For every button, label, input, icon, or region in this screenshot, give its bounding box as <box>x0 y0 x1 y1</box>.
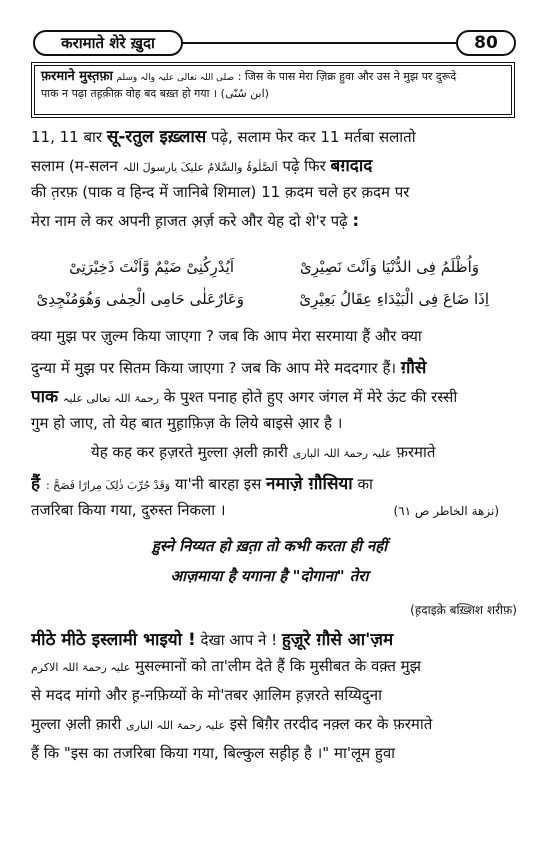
emphasis-text: बग़दाद <box>330 156 373 176</box>
emphasis-text: सू-रतुल इख़्लास <box>106 127 207 147</box>
poem-line-1-right: اَیُدْرِکُنِیْ ضَیْمٌ وَّاَنْتَ ذَخِیْرَتِیْ <box>69 258 234 276</box>
text-line-13 <box>31 656 519 676</box>
poem-line-1-left: وَاُظْلَمُ فِی الدُّنْیَا وَاَنْتَ نَصِیْرِیْ <box>300 258 479 276</box>
text-segment: इसे बिग़ैर तरदीद नक़्ल कर के फ़रमाते <box>224 715 433 733</box>
text-line-15 <box>31 714 519 734</box>
text-line-2 <box>31 153 519 176</box>
text-segment: मुसल्मानों को ता'लीम देते हैं कि मुसीबत के वक़्त मुझ <box>130 657 421 675</box>
text-line-9 <box>91 442 519 462</box>
arabic-phrase: علیہ رحمۃ اللہ الباری <box>126 719 225 732</box>
text-line-8: गुम हो जाए, तो येह बात मुह़ाफ़िज़ के लिये बाइसे आ़र है । <box>31 414 343 432</box>
text-line-14: से मदद मांगो और ह़-नफ़िय्यों के मो'तबर आ़लिम ह़ज़रते सय्यिदुना <box>31 686 382 704</box>
arabic-phrase: رحمۃ اللہ تعالی علیہ <box>62 392 160 405</box>
book-title-badge <box>33 30 183 56</box>
text-segment: देखा आप ने ! <box>195 631 282 649</box>
text-line-1 <box>31 124 519 147</box>
poem-line-2-right: وَعَارٌعَلٰی حَامِی الْحِمٰی وَهُوَمُنْجِدِیْ <box>36 290 244 308</box>
text-segment: या'नी बारहा इस <box>170 475 267 493</box>
text-segment: दुन्या में मुझ पर सितम किया जाएगा ? जब कि आप मेरे मददगार हैं। <box>31 359 401 377</box>
text-line-5: क्या मुझ पर ज़ुल्म किया जाएगा ? जब कि आप मेरा सरमाया हैं और क्या <box>31 327 422 345</box>
text-segment: का <box>352 475 373 493</box>
text-line-3: की त़रफ़ (पाक व हिन्द में जानिबे शिमाल) 11 क़दम चले हर क़दम पर <box>31 183 410 201</box>
emphasis-text: पाक <box>31 387 59 407</box>
text-segment: मुल्ला अ़ली क़ारी <box>31 715 127 733</box>
page-number-badge <box>456 30 516 56</box>
text-segment: पढ़े, सलाम फेर कर 11 मर्तबा सलातो <box>206 128 416 146</box>
text-line-10 <box>31 471 519 494</box>
text-segment: सलाम (म-सलन <box>31 157 123 175</box>
text-line-12 <box>31 627 519 650</box>
colon: : <box>352 211 360 231</box>
arabic-phrase: : وَقَدْ جُرِّبَ ذٰلِکَ مِرارًا فَصَحَّ <box>45 479 171 492</box>
arabic-phrase: اَلصَّلٰوۃُ والسَّلامُ علیکَ یارسولَ اللہ <box>122 161 278 174</box>
emphasis-text: ग़ौसे <box>400 358 427 378</box>
text-segment: फ़रमाते <box>391 443 436 461</box>
book-title: करामाते शेरे ख़ुदा <box>61 34 155 52</box>
text-line-6 <box>31 355 519 378</box>
text-line-7 <box>31 384 519 407</box>
header-divider <box>183 42 456 44</box>
poem-line-2-left: اِذَا ضَاعَ فِی الْبَیْدَاءِ عِقَالُ بَعِیْرِیْ <box>299 290 489 308</box>
reference-nuzhat: (نزهة الخاطر ص ٦١) <box>393 504 499 518</box>
emphasis-text: नमाज़े ग़ौसिया <box>266 474 353 494</box>
farman-line-1 <box>41 69 505 86</box>
text-segment: येह कह कर ह़ज़रते मुल्ला अ़ली क़ारी <box>91 443 293 461</box>
farman-label: फ़रमाने मुस्त़फ़ा <box>41 69 113 84</box>
emphasis-text: हैं <box>31 474 46 494</box>
text-segment: के पुश्त पनाह होते हुए अगर जंगल में मेरे ऊंट की रस्सी <box>159 388 458 406</box>
hindi-poem-line-1: ह़ुस्ने निय्यत हो ख़त़ा तो कभी करता ही नहीं <box>151 537 388 555</box>
farman-box <box>31 62 515 118</box>
arabic-phrase: علیہ رحمۃ اللہ الباری <box>292 447 392 460</box>
text-line-16: हैं कि "इस का तजरिबा किया गया, बिल्कुल सह़ीह़ है ।" मा'लूम हुवा <box>31 744 396 762</box>
text-segment: 11, 11 बार <box>31 128 107 146</box>
text-segment: मेरा नाम ले कर अपनी ह़ाजत अ़र्ज़ करे और येह दो शे'र पढ़े <box>31 212 353 230</box>
page-number: 80 <box>474 33 498 53</box>
farman-text-2: पाक न पढ़ा तह़क़ीक़ वोह बद बख़्त हो गया । (ابن سُنّی) <box>41 87 269 100</box>
text-segment: पढ़े फिर <box>277 157 331 175</box>
text-line-4 <box>31 211 519 231</box>
emphasis-text: हुज़ूरे ग़ौसे आ'ज़म <box>281 630 394 650</box>
hindi-poem-line-2: आज़माया है यगाना है "दोगाना" तेरा <box>170 567 369 585</box>
farman-salutation: صلی اللہ تعالی علیہ والہ وسلم <box>116 73 235 83</box>
farman-text-1: : जिस के पास मेरा ज़िक्र हुवा और उस ने मुझ पर दुरूदे <box>237 70 457 83</box>
text-line-11: तजरिबा किया गया, दुरुस्त निकला । <box>31 501 226 519</box>
poem-source: (ह़दाइक़े बख़्शिश शरीफ़) <box>410 603 517 617</box>
arabic-phrase: علیہ رحمۃ اللہ الاکرم <box>31 661 131 674</box>
emphasis-text: मीठे मीठे इस्लामी भाइयो ! <box>31 630 196 650</box>
